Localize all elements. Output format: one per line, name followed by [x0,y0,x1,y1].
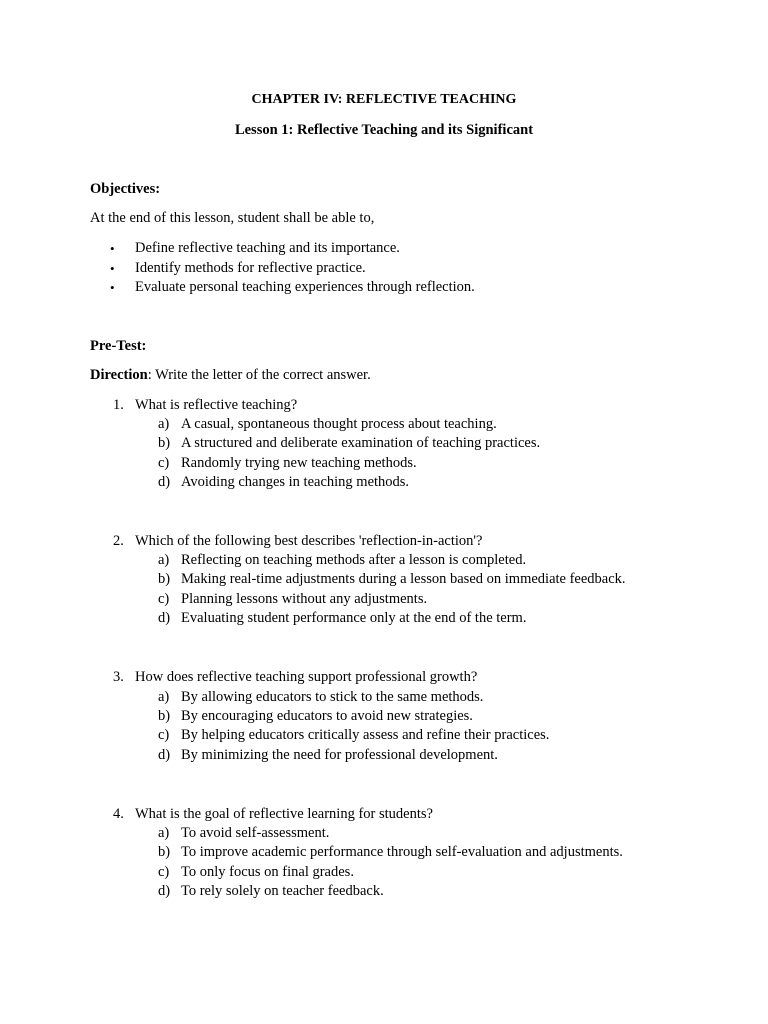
list-item [90,239,475,259]
option-text: By minimizing the need for professional development. [181,747,498,763]
option-text: A structured and deliberate examination of teaching practices. [181,435,541,451]
option-a [158,688,483,708]
option-a [158,824,329,844]
question-text: What is the goal of reflective learning for students? [135,806,433,822]
question-text-line [113,805,433,825]
option-letter: d) [158,474,171,490]
option-text: By allowing educators to stick to the same methods. [181,689,484,705]
list-item [90,259,475,279]
option-text: Planning lessons without any adjustments. [181,591,428,607]
option-letter: d) [158,883,171,899]
option-text: To rely solely on teacher feedback. [181,883,384,899]
objectives-heading: Objectives: [90,181,161,197]
objective-text: Define reflective teaching and its importance. [135,240,400,256]
objectives-list [90,239,475,298]
option-text: To only focus on final grades. [181,864,354,880]
option-text: Avoiding changes in teaching methods. [181,474,410,490]
option-text: A casual, spontaneous thought process about teaching. [181,416,497,432]
option-text: Making real-time adjustments during a lesson based on immediate feedback. [181,571,626,587]
option-b [158,570,626,590]
option-letter: a) [158,689,170,705]
option-b [158,434,540,454]
option-b [158,843,623,863]
option-d [158,746,498,766]
option-a [158,415,497,435]
option-letter: a) [158,552,170,568]
objective-text: Evaluate personal teaching experiences through reflection. [135,279,475,295]
objectives-intro: At the end of this lesson, student shall be able to, [90,210,375,226]
option-letter: a) [158,416,170,432]
question-text: Which of the following best describes 'reflection-in-action'? [135,533,483,549]
option-letter: d) [158,610,171,626]
option-text: To improve academic performance through self-evaluation and adjustments. [181,844,623,860]
option-letter: d) [158,747,171,763]
question-text: What is reflective teaching? [135,397,298,413]
option-letter: b) [158,435,171,451]
option-letter: b) [158,571,171,587]
option-letter: c) [158,455,170,471]
option-b [158,707,473,727]
option-text: Evaluating student performance only at the end of the term. [181,610,527,626]
question-text-line [113,668,477,688]
option-c [158,726,549,746]
option-letter: c) [158,591,170,607]
option-letter: c) [158,864,170,880]
chapter-title: CHAPTER IV: REFLECTIVE TEACHING [251,92,517,107]
question-text-line [113,396,297,416]
option-text: By encouraging educators to avoid new strategies. [181,708,473,724]
option-c [158,863,354,883]
option-d [158,609,526,629]
option-text: By helping educators critically assess and refine their practices. [181,727,550,743]
bullet-icon: • [110,260,115,276]
option-letter: a) [158,825,170,841]
question-number: 1. [113,397,124,413]
option-d [158,882,384,902]
option-text: Reflecting on teaching methods after a lesson is completed. [181,552,527,568]
option-text: To avoid self-assessment. [181,825,330,841]
option-c [158,590,427,610]
question-text: How does reflective teaching support professional growth? [135,669,478,685]
question-text-line [113,532,482,552]
pretest-heading: Pre-Test: [90,338,147,354]
question-number: 2. [113,533,124,549]
question-number: 3. [113,669,124,685]
direction-label: Direction [90,367,148,383]
option-text: Randomly trying new teaching methods. [181,455,417,471]
question-number: 4. [113,806,124,822]
lesson-title: Lesson 1: Reflective Teaching and its Significant [234,122,534,138]
direction-line [90,367,371,384]
option-d [158,473,409,493]
option-letter: b) [158,844,171,860]
option-letter: b) [158,708,171,724]
option-a [158,551,526,571]
list-item [90,278,475,298]
objective-text: Identify methods for reflective practice. [135,259,366,276]
bullet-icon: • [110,280,115,295]
option-c [158,454,417,474]
option-letter: c) [158,727,170,743]
bullet-icon: • [110,241,115,256]
direction-text: : Write the letter of the correct answer. [147,367,371,383]
